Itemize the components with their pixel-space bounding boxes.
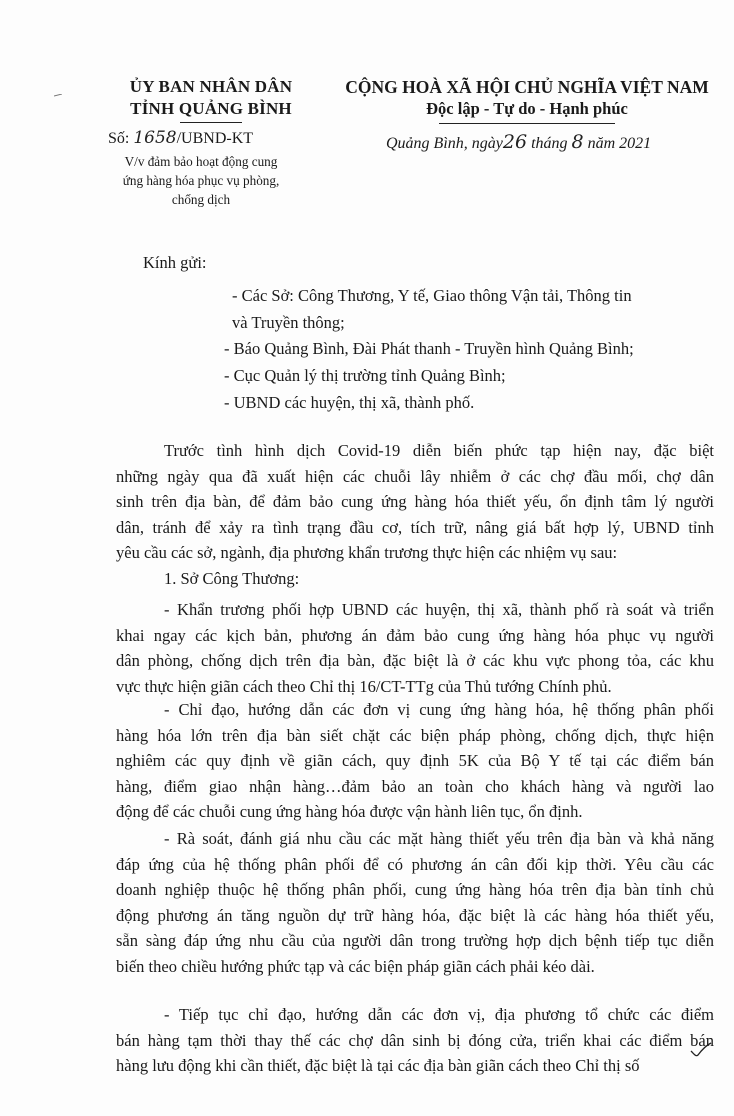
paragraph-line: - Khẩn trương phối hợp UBND các huyện, thị xã, thành phố rà soát và triển xyxy=(164,600,714,619)
paragraph-2 xyxy=(116,697,714,825)
date-year: năm 2021 xyxy=(587,135,652,152)
paragraph-line: hàng, điểm giao nhận hàng…đảm bảo an toàn cho khách hàng và người lao xyxy=(116,776,714,796)
motto-underline xyxy=(439,123,615,124)
paragraph-line: bán hàng tạm thời thay thế các chợ dân sinh bị đóng cửa, triển khai các điểm bán xyxy=(116,1030,714,1050)
paragraph-line: khai ngay các kịch bản, phương án đảm bảo cung ứng hàng hóa phục vụ người xyxy=(116,625,714,645)
authority-underline xyxy=(180,122,242,123)
paragraph-3 xyxy=(116,826,714,980)
paragraph-4 xyxy=(116,1002,714,1079)
date-month-label: tháng xyxy=(531,135,568,152)
recipient-item: - Cục Quản lý thị trường tỉnh Quảng Bình; xyxy=(224,366,506,385)
paragraph-line: - Rà soát, đánh giá nhu cầu các mặt hàng thiết yếu trên địa bàn và khả năng xyxy=(164,829,714,848)
recipients-label: Kính gửi: xyxy=(143,253,207,272)
document-date xyxy=(386,131,651,153)
paragraph-line: - Chỉ đạo, hướng dẫn các đơn vị cung ứng hàng hóa, hệ thống phân phối xyxy=(164,700,714,719)
recipient-item: - Các Sở: Công Thương, Y tế, Giao thông Vận tải, Thông tin xyxy=(232,286,632,305)
paragraph-line: doanh nghiệp thuộc hệ thống phân phối, cung ứng hàng hóa trên địa bàn tỉnh chủ xyxy=(116,880,714,900)
paragraph-line: - Tiếp tục chỉ đạo, hướng dẫn các đơn vị, địa phương tổ chức các điểm xyxy=(164,1005,714,1024)
subject-line: ứng hàng hóa phục vụ phòng, xyxy=(122,173,280,188)
number-suffix: /UBND-KT xyxy=(176,130,254,147)
paragraph-1 xyxy=(116,597,714,699)
authority-line1: ỦY BAN NHÂN DÂN xyxy=(129,77,293,96)
recipient-item: - Báo Quảng Bình, Đài Phát thanh - Truyền hình Quảng Bình; xyxy=(224,339,634,358)
subject-line: V/v đảm bảo hoạt động cung xyxy=(124,154,278,169)
paragraph-line: đáp ứng của hệ thống phân phối để có phương án cân đối kịp thời. Yêu cầu các xyxy=(116,854,714,874)
paragraph-line: những ngày qua đã xuất hiện các chuỗi lây nhiễm ở các chợ đầu mối, chợ dân xyxy=(116,466,714,486)
paragraph-line: dân, tránh để xảy ra tình trạng đầu cơ, tích trữ, nâng giá bất hợp lý, UBND tỉnh xyxy=(116,517,714,537)
intro-paragraph xyxy=(116,438,714,566)
document-number xyxy=(108,128,253,148)
paragraph-line: sẵn sàng đáp ứng nhu cầu của người dân trong trường hợp dịch bệnh tiếp tục diễn xyxy=(116,931,714,951)
paragraph-line: Trước tình hình dịch Covid-19 diễn biến phức tạp hiện nay, đặc biệt xyxy=(164,441,714,460)
authority-line2: TỈNH QUẢNG BÌNH xyxy=(130,99,292,118)
paragraph-line: hàng lưu động khi cần thiết, đặc biệt là tại các địa bàn giãn cách theo Chỉ thị số xyxy=(116,1056,640,1076)
section-title xyxy=(116,566,714,592)
paragraph-line: động phương án tăng nguồn dự trữ hàng hóa, đặc biệt là các hàng hóa thiết yếu, xyxy=(116,905,714,925)
scan-speck xyxy=(54,94,62,97)
number-prefix: Số: xyxy=(108,130,130,147)
handwritten-month: 8 xyxy=(571,131,584,153)
recipient-item: - UBND các huyện, thị xã, thành phố. xyxy=(224,393,475,412)
issuing-authority xyxy=(96,76,326,123)
national-title xyxy=(332,76,722,124)
handwritten-number: 1658 xyxy=(133,128,177,148)
date-prefix: Quảng Bình, ngày xyxy=(386,135,503,152)
handwritten-initial-mark xyxy=(690,1042,712,1058)
subject-line: chống dịch xyxy=(171,192,231,207)
paragraph-line: động để các chuỗi cung ứng hàng hóa được vận hành liên tục, ổn định. xyxy=(116,802,583,822)
recipient-item: và Truyền thông; xyxy=(232,313,345,332)
paragraph-line: sinh trên địa bàn, để đảm bảo cung ứng hàng hóa thiết yếu, ổn định tâm lý người xyxy=(116,492,714,512)
national-motto: Độc lập - Tự do - Hạnh phúc xyxy=(426,99,628,118)
paragraph-line: nghiêm các quy định về giãn cách, quy định 5K của Bộ Y tế tại các điểm bán xyxy=(116,751,714,771)
paragraph-line: hàng hóa lớn trên địa bàn siết chặt các biện pháp phòng, chống dịch, thực hiện xyxy=(116,725,714,745)
paragraph-line: yêu cầu các sở, ngành, địa phương khẩn trương thực hiện các nhiệm vụ sau: xyxy=(116,543,618,563)
document-subject xyxy=(86,152,316,209)
paragraph-line: dân phòng, chống dịch trên địa bàn, đặc biệt là ở các khu vực phong tỏa, các khu xyxy=(116,651,714,671)
paragraph-line: biến theo chiều hướng phức tạp và các biện pháp giãn cách phải kéo dài. xyxy=(116,956,595,976)
handwritten-day: 26 xyxy=(502,131,528,153)
nation-name: CỘNG HOÀ XÃ HỘI CHỦ NGHĨA VIỆT NAM xyxy=(345,77,709,97)
paragraph-line: vực thực hiện giãn cách theo Chỉ thị 16/CT-TTg của Thủ tướng Chính phủ. xyxy=(116,676,612,696)
section-1-title: 1. Sở Công Thương: xyxy=(164,569,300,588)
